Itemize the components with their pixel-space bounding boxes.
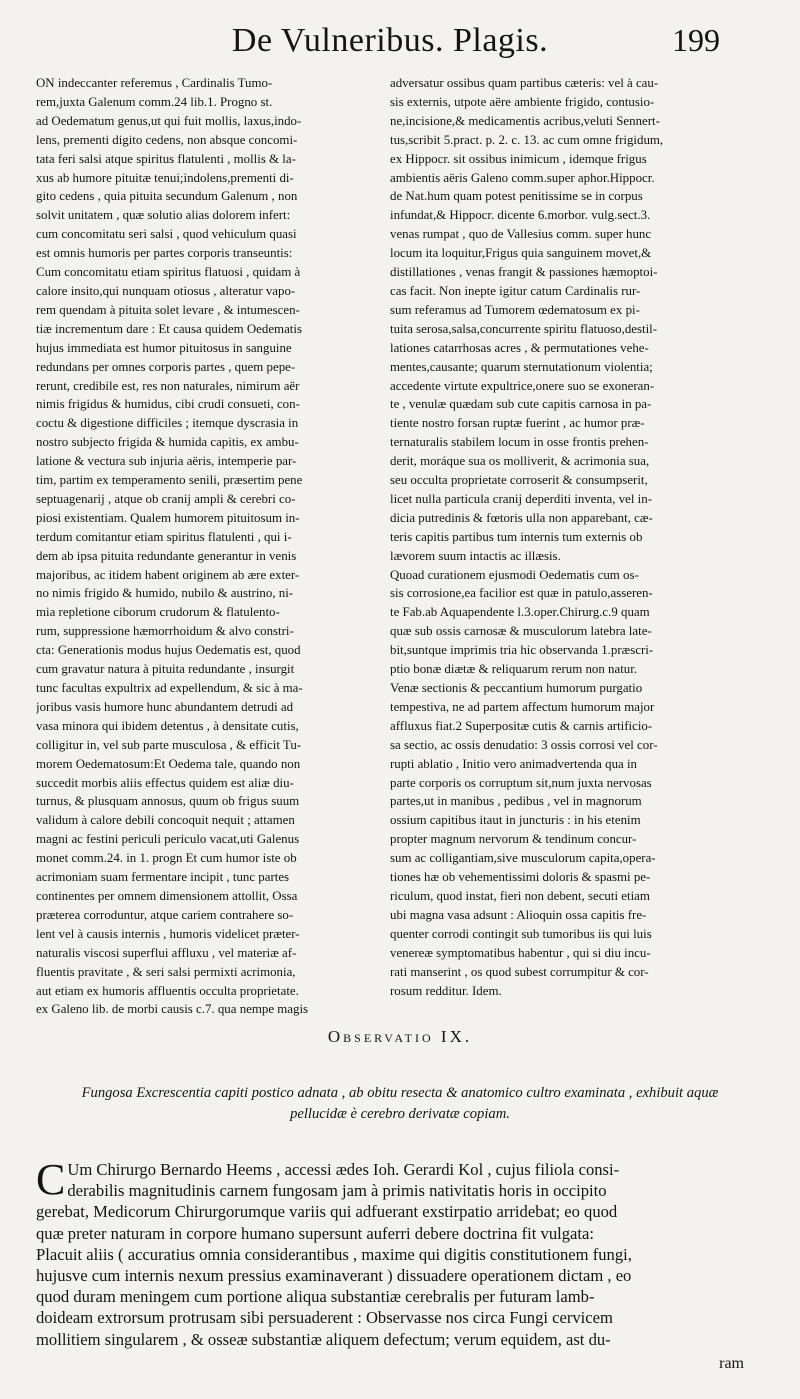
- text-line: Venæ sectionis & peccantium humorum purgatio: [390, 681, 643, 695]
- text-line: cas facit. Non inepte igitur catum Cardinalis rur-: [390, 283, 641, 298]
- text-line: lævorem suum intactis ac illæsis.: [390, 548, 561, 563]
- text-line: hujus immediata est humor pituitosus in sanguine: [36, 340, 292, 355]
- text-line: solvit unitatem , quæ solutio alias dolorem infert:: [36, 208, 291, 223]
- text-line: præterea corroduntur, atque cariem contrahere so-: [36, 907, 294, 922]
- text-line: nimis frigidus & humidus, cibi crudi consueti, con-: [36, 397, 300, 412]
- text-line: ubi magna vasa adsunt : Alioquin ossa capitis fre-: [390, 907, 647, 922]
- text-line: infundat,& Hippocr. dicente 6.morbor. vulg.sect.3.: [390, 208, 651, 223]
- text-line: riculum, quod instat, fieri non debent, secuti etiam: [390, 888, 650, 903]
- text-line: venereæ symptomatibus habentur , qui si diu incu-: [390, 945, 651, 960]
- text-line: majoribus, ac itidem habent originem ab ære exter-: [36, 567, 300, 582]
- text-line: rerunt, credibile est, res non naturales, nimirum aër: [36, 378, 300, 393]
- body-line: Placuit aliis ( accuratius omnia considerantibus , maxime qui digitis constitutionem fungi,: [36, 1244, 632, 1264]
- text-line: rem quendam à pituita solet levare , & intumescen-: [36, 302, 300, 317]
- text-line: quæ sub ossis carnosæ & musculorum latebra late-: [390, 624, 652, 639]
- body-line: quæ preter naturam in corpore humano supersunt auferri debere doctrina fit vulgata:: [36, 1223, 594, 1243]
- running-head-title: De Vulneribus. Plagis.: [231, 22, 549, 59]
- body-line: doideam extrorsum protrusam sibi persuaderent : Observasse nos circa Fungi cervicem: [36, 1308, 613, 1328]
- text-line: te Fab.ab Aquapendente l.3.oper.Chirurg.c.9 quam: [390, 605, 650, 620]
- observation-summary: Fungosa Excrescentia capiti postico adnata , ab obitu resecta & anatomico cultro examinata , exhibuit aquæ pellucidæ è cerebro derivatæ copiam.: [81, 1085, 719, 1122]
- text-line: continentes per omnem dimensionem attollit, Ossa: [36, 888, 298, 903]
- text-line: affluxus fiat.2 Superpositæ cutis & carnis artificio-: [390, 718, 653, 733]
- text-line: fluentis pravitate , & seri salsi permixti acrimonia,: [36, 964, 296, 979]
- text-line: derit, moráque sua os molliverit, & acrimonia sua,: [390, 454, 650, 469]
- text-line: terdum comitantur etiam spiritus flatulenti , qui i-: [36, 529, 292, 544]
- body-line: gerebat, Medicorum Chirurgorumque variis qui adfuerant exstirpatio arridebat; eo quod: [36, 1202, 618, 1222]
- text-line: monet comm.24. in 1. progn Et cum humor iste ob: [36, 851, 297, 866]
- text-line: no nimis frigido & humido, nubilo & austrino, ni-: [36, 586, 294, 601]
- right-text-column: [390, 74, 730, 1000]
- body-line: Um Chirurgo Bernardo Heems , accessi ædes Ioh. Gerardi Kol , cujus filiola consi-: [67, 1160, 620, 1179]
- text-line: dicia putredinis & fœtoris ulla non apparebant, cæ-: [390, 510, 653, 525]
- text-line: mentes,causante; quarum sternutationum violentia;: [390, 359, 653, 374]
- text-line: tempestiva, ne ad partem affectum humorum major: [390, 699, 655, 714]
- body-line: mollitiem singularem , & osseæ substantiæ aliquem defectum; verum equidem, ast du-: [36, 1329, 611, 1349]
- text-line: colligitur in, vel sub parte musculosa , & efficit Tu-: [36, 737, 302, 752]
- text-line: lationes catarrhosas acres , & permutationes vehe-: [390, 340, 649, 355]
- text-line: ON indeccanter referemus , Cardinalis Tumo-: [36, 76, 273, 90]
- text-line: sis externis, utpote aëre ambiente frigido, contusio-: [390, 94, 655, 109]
- text-line: ambientis aëris Galeno comm.super aphor.Hippocr.: [390, 170, 655, 185]
- text-line: ossium capitibus itaut in juncturis : in his etenim: [390, 813, 641, 828]
- text-line: septuagenarij , atque ob cranij ampli & cerebri co-: [36, 491, 296, 506]
- text-line: sum ac colligantiam,sive musculorum capita,opera-: [390, 851, 656, 866]
- text-line: tiones hæ ob vehementissimi doloris & spasmi pe-: [390, 870, 651, 885]
- text-line: bit,suntque imprimis tria hic observanda 1.præscri-: [390, 643, 654, 658]
- text-line: partes,ut in manibus , pedibus , vel in magnorum: [390, 794, 642, 809]
- observation-heading: Observatio IX.: [327, 1027, 473, 1046]
- text-line: cum concomitatu seri salsi , quod vehiculum quasi: [36, 227, 297, 242]
- text-line: rupti ablatio , Initio vero animadvertenda qua in: [390, 756, 637, 771]
- text-line: lent vel à causis internis , humoris videlicet præter-: [36, 926, 300, 941]
- text-line: seu occulta proprietate corroserit & consumpserit,: [390, 473, 648, 488]
- text-line: rem,juxta Galenum comm.24 lib.1. Progno st.: [36, 94, 273, 109]
- body-line: derabilis magnitudinis carnem fungosam jam à primis nativitatis horis in occipito: [67, 1181, 607, 1201]
- text-line: tiente nostro forsan ruptæ fuerint , ac humor præ-: [390, 416, 645, 431]
- text-line: nostro subjecto frigida & humida capitis, ex ambu-: [36, 435, 299, 450]
- left-text-column: [36, 74, 376, 1019]
- drop-capital: C: [36, 1155, 66, 1204]
- text-line: venas rumpat , quo de Vallesius comm. super hunc: [390, 227, 652, 242]
- text-line: validum à calore debili concoquit nequit ; attamen: [36, 813, 295, 828]
- text-line: lens, prementi digito cedens, non absque concomi-: [36, 132, 298, 147]
- text-line: morem Oedematosum:Et Oedema tale, quando non: [36, 756, 301, 771]
- text-line: teris capitis partibus tum internis tum externis ob: [390, 529, 643, 544]
- body-line: hujusve cum internis nexum pressius examinaverant ) dissuadere operationem dictam , eo: [36, 1266, 632, 1286]
- text-line: cta: Generationis modus hujus Oedematis est, quod: [36, 643, 301, 658]
- text-line: coctu & digestione difficiles ; itemque dyscrasia in: [36, 416, 299, 431]
- text-line: turnus, & plusquam annosus, quum ob frigus suum: [36, 794, 300, 809]
- text-line: succedit morbis aliis effectus quidem est aliæ diu-: [36, 775, 294, 790]
- text-line: distillationes , venas frangit & passiones hæmoptoi-: [390, 265, 658, 280]
- text-line: joribus vasis humore hunc abundantem detrudi ad: [36, 699, 294, 714]
- catchword: ram: [719, 1355, 744, 1372]
- text-line: acrimoniam suam fermentare incipit , tunc partes: [36, 870, 290, 885]
- text-line: adversatur ossibus quam partibus cæteris: vel à cau-: [390, 76, 659, 90]
- text-line: tata feri salsi atque spiritus flatulenti , mollis & la-: [36, 151, 296, 166]
- text-line: parte corporis os corruptum sit,num juxta nervosas: [390, 775, 652, 790]
- text-line: vasa minora qui ibidem detentus , à densitate cutis,: [36, 718, 299, 733]
- text-line: sis corrosione,ea facilior est quæ in patulo,asseren-: [390, 586, 653, 601]
- text-line: est omnis humoris per partes corporis transeuntis:: [36, 246, 293, 261]
- text-line: sa sectio, ac ossis denudatio: 3 ossis corrosi vel cor-: [390, 737, 658, 752]
- text-line: mia repletione ciborum crudorum & flatulento-: [36, 605, 280, 620]
- text-line: latione & vectura sub injuria aëris, intemperie par-: [36, 454, 297, 469]
- text-line: dem ab ipsa pituita redundante generantur in venis: [36, 548, 297, 563]
- text-line: te , venulæ quædam sub cute capitis carnosa in pa-: [390, 397, 652, 412]
- text-line: ad Oedematum genus,ut qui fuit mollis, laxus,indo-: [36, 113, 302, 128]
- text-line: cum gravatur natura à pituita redundante , insurgit: [36, 662, 295, 677]
- observation-body: [36, 1155, 748, 1350]
- text-line: rosum redditur. Idem.: [390, 983, 502, 998]
- text-line: ex Galeno lib. de morbi causis c.7. qua nempe magis: [36, 1002, 309, 1017]
- text-line: Quoad curationem ejusmodi Oedematis cum os-: [390, 567, 639, 582]
- text-line: tiæ incrementum dare : Et causa quidem Oedematis: [36, 321, 302, 336]
- text-line: ex Hippocr. sit ossibus inimicum , idemque frigus: [390, 151, 647, 166]
- text-line: rati manserint , os quod subest corrumpitur & cor-: [390, 964, 649, 979]
- body-line: quod duram meningem cum portione aliqua substantiæ cerebralis per futuram lamb-: [36, 1287, 595, 1307]
- text-line: ternaturalis stabilem locum in osse frontis prehen-: [390, 435, 649, 450]
- text-line: gito cedens , quia pituita secundum Galenum , non: [36, 189, 298, 204]
- text-line: Cum concomitatu etiam spiritus flatuosi , quidam à: [36, 265, 301, 280]
- text-line: tim, partim ex temperamento senili, præsertim pene: [36, 473, 303, 488]
- text-line: redundans per omnes corporis partes , quem pepe-: [36, 359, 296, 374]
- text-line: aut etiam ex humoris affluentis occulta proprietate.: [36, 983, 299, 998]
- text-line: locum ita loquitur,Frigus quia sanguinem movet,&: [390, 246, 652, 261]
- text-line: accedente virtute expultrice,onere suo se exoneran-: [390, 378, 655, 393]
- text-line: magni ac festini periculi periculo vacat,uti Galenus: [36, 832, 300, 847]
- text-line: ne,incisione,& medicamentis acribus,veluti Sennert-: [390, 113, 660, 128]
- page-number: 199: [672, 22, 720, 58]
- text-line: rum, suppressione hæmorrhoidum & alvo constri-: [36, 624, 294, 639]
- text-line: de Nat.hum quam potest penitissime se in corpus: [390, 189, 643, 204]
- text-line: tunc facultas expultrix ad expellendum, & sic à ma-: [36, 681, 303, 695]
- text-line: quenter corrodi contingit sub tumoribus iis qui luis: [390, 926, 652, 941]
- text-line: licet nulla particula cranij deperditi inventa, vel in-: [390, 491, 653, 506]
- text-line: naturalis viscosi superflui affluxu , vel materiæ af-: [36, 945, 297, 960]
- text-line: sum referamus ad Tumorem œdematosum ex pi-: [390, 302, 640, 317]
- text-line: tuita serosa,salsa,concurrente spiritu flatuoso,destil-: [390, 321, 658, 336]
- text-line: piosi existentiam. Qualem humorem pituitosum in-: [36, 510, 300, 525]
- text-line: calore insito,qui nunquam otiosus , alteratur vapo-: [36, 283, 296, 298]
- text-line: propter magnum nervorum & tendinum concur-: [390, 832, 637, 847]
- text-line: xus ab humore pituitæ tenui;indolens,prementi di-: [36, 170, 294, 185]
- text-line: tus,scribit 5.pract. p. 2. c. 13. ac cum omne frigidum,: [390, 132, 664, 147]
- text-line: ptio bonæ diætæ & reliquarum rerum non natur.: [390, 662, 638, 677]
